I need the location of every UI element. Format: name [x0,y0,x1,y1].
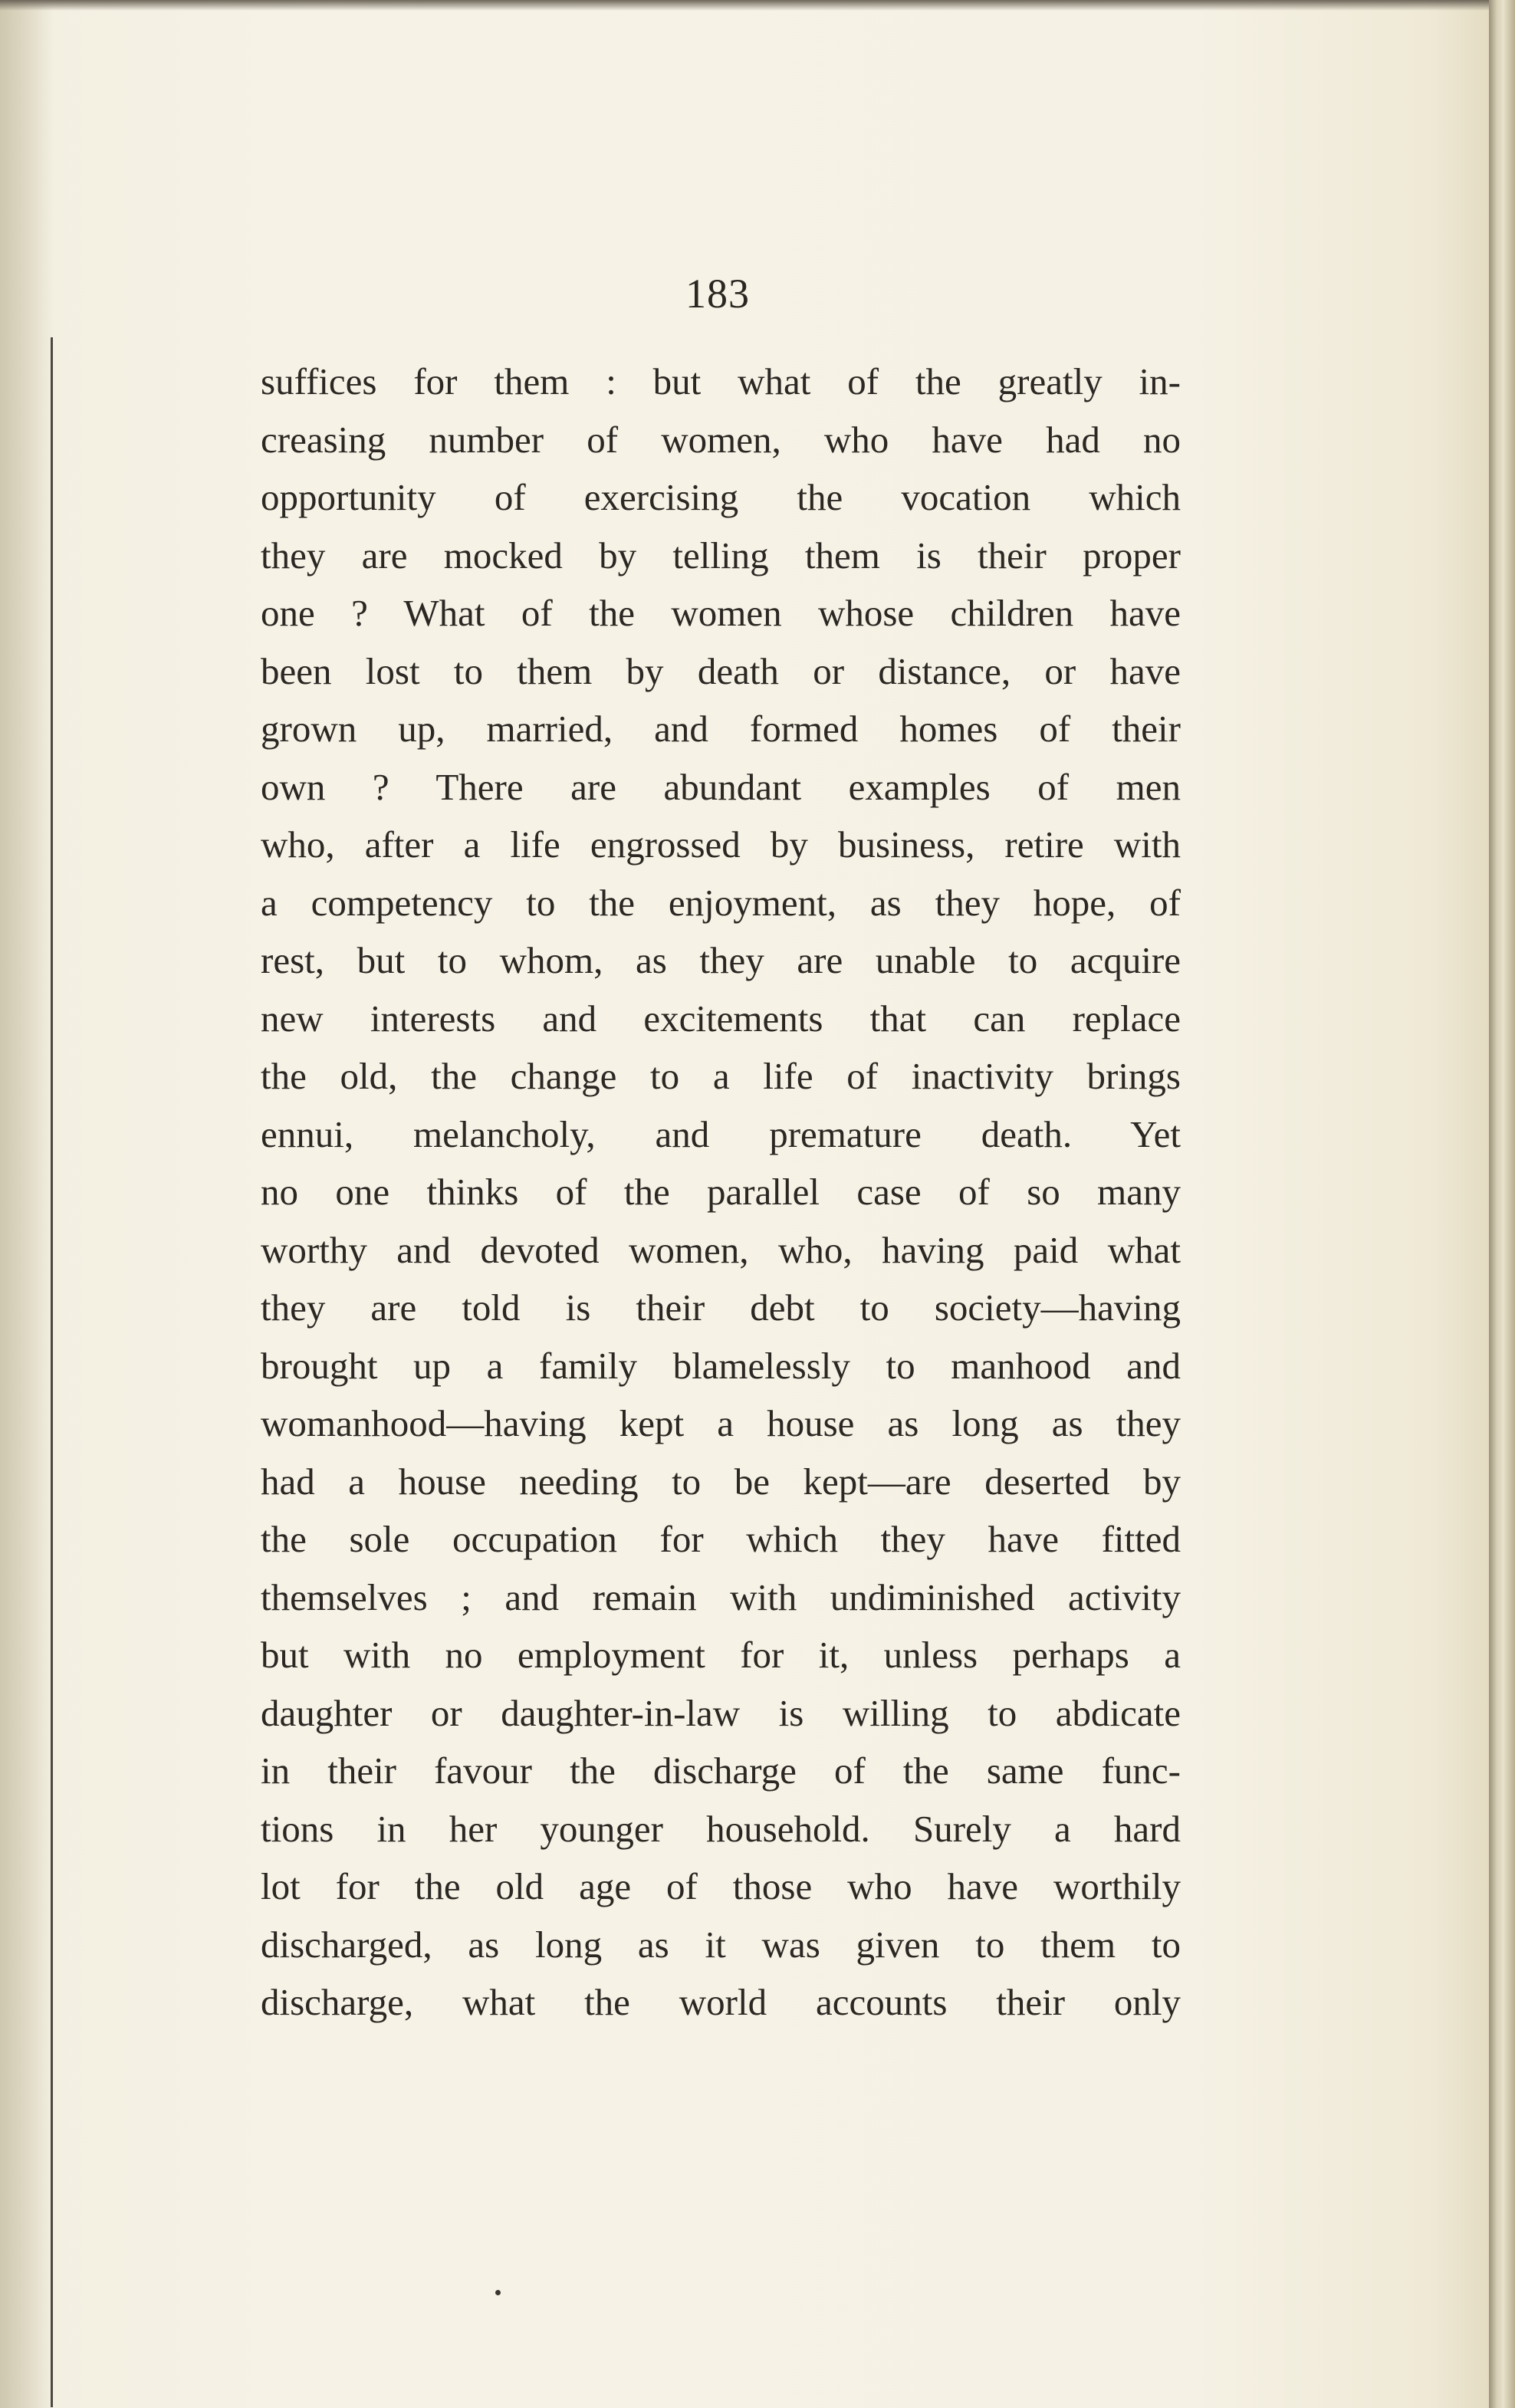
text-line: discharged, as long as it was given to them to [261,1923,1181,1966]
body-text [261,353,1181,2032]
text-line: had a house needing to be kept—are deserted by [261,1460,1181,1503]
text-line: rest, but to whom, as they are unable to acquire [261,939,1181,981]
text-line: ennui, melancholy, and premature death. Yet [261,1112,1181,1155]
text-line: opportunity of exercising the vocation which [261,476,1181,518]
paper-speck [495,2290,501,2295]
text-line: daughter or daughter-in-law is willing to abdicate [261,1691,1181,1734]
text-line: the sole occupation for which they have fitted [261,1518,1181,1560]
text-line: but with no employment for it, unless perhaps a [261,1634,1181,1676]
text-line: grown up, married, and formed homes of their [261,708,1181,750]
text-line: womanhood—having kept a house as long as they [261,1402,1181,1444]
top-edge-shadow [0,0,1489,11]
binding-gutter [0,0,54,2408]
text-line: themselves ; and remain with undiminished activity [261,1575,1181,1618]
text-line: discharge, what the world accounts their only [261,1981,1181,2023]
text-line: the old, the change to a life of inactivity brings [261,1055,1181,1097]
text-line: own ? There are abundant examples of men [261,765,1181,808]
page-edge-stack [1489,0,1515,2408]
text-line: been lost to them by death or distance, or have [261,649,1181,692]
text-line: brought up a family blamelessly to manhood and [261,1344,1181,1387]
text-line: in their favour the discharge of the same func- [261,1749,1181,1792]
binding-edge-line [51,337,53,2407]
text-line: lot for the old age of those who have worthily [261,1865,1181,1907]
text-line: who, after a life engrossed by business, retire with [261,823,1181,866]
text-line: tions in her younger household. Surely a hard [261,1807,1181,1850]
text-line: new interests and excitements that can replace [261,997,1181,1040]
text-line: a competency to the enjoyment, as they hope, of [261,881,1181,924]
text-line: they are told is their debt to society—having [261,1286,1181,1329]
text-line: no one thinks of the parallel case of so many [261,1171,1181,1213]
text-line: creasing number of women, who have had no [261,418,1181,461]
text-line: they are mocked by telling them is their proper [261,534,1181,577]
text-line: suffices for them : but what of the greatly in- [261,360,1181,402]
page-number: 183 [685,271,750,317]
text-line: one ? What of the women whose children have [261,592,1181,634]
text-line: worthy and devoted women, who, having paid what [261,1228,1181,1271]
